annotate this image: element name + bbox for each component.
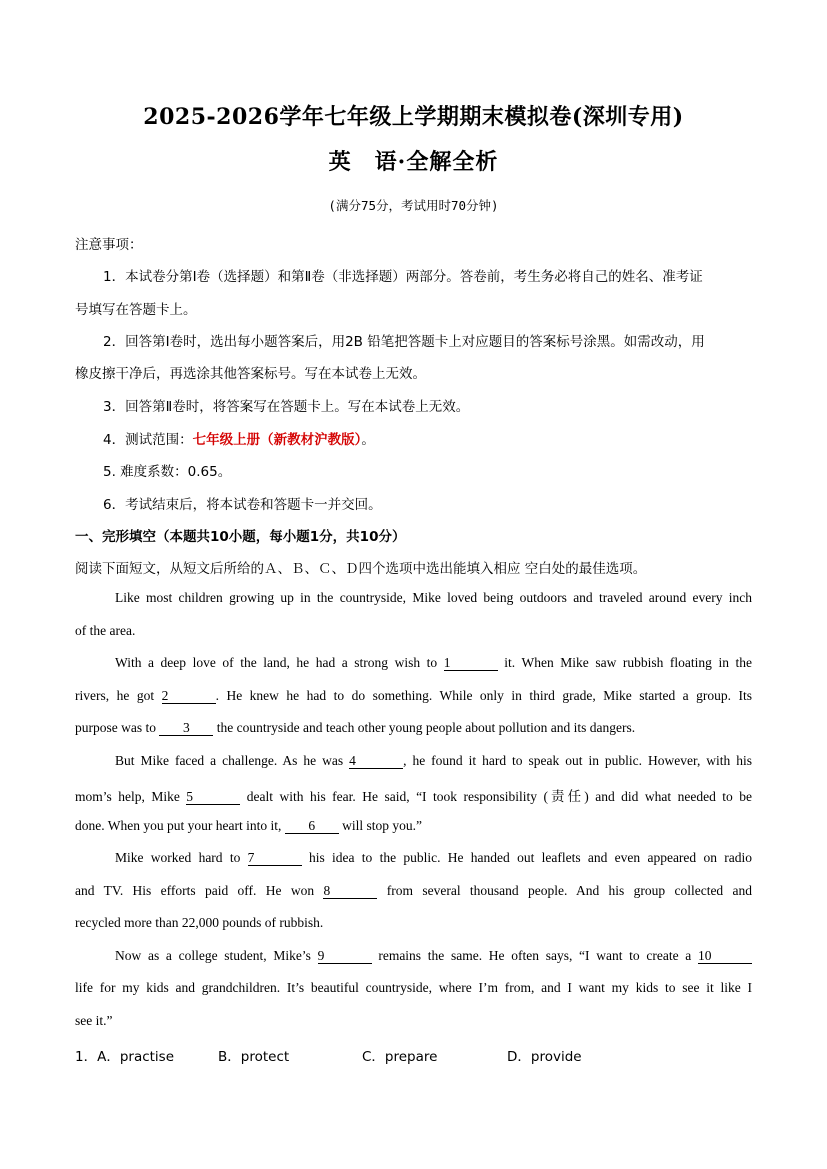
blank-2[interactable]: 2 [162,689,216,704]
page-subtitle: 英 语·全解全析 [328,149,499,175]
notice-item-4-prefix: 4．测试范围： [103,432,193,448]
option-b[interactable]: B．protect [218,1049,290,1065]
blank-5[interactable]: 5 [186,790,240,805]
notice-item-5: 5. 难度系数：0.65。 [103,464,232,480]
passage-p4-line-3: recycled more than 22,000 pounds of rubbish. [75,915,324,930]
passage-p4-line-1: Mike worked hard to 7 his idea to the public. He handed out leaflets and even appeared on radio [115,850,752,865]
option-d[interactable]: D．provide [507,1049,582,1065]
passage-p5-line-1: Now as a college student, Mike’s 9 remains the same. He often says, “I want to create a 10 [115,948,752,964]
passage-p3-line-3: done. When you put your heart into it, 6 will stop you.” [75,818,422,833]
passage-p1-line-1: Like most children growing up in the countryside, Mike loved being outdoors and traveled around every inch [115,590,752,605]
blank-7[interactable]: 7 [248,851,302,866]
passage-p3-line-1: But Mike faced a challenge. As he was 4 , he found it hard to speak out in public. However, with his [115,753,753,768]
blank-9[interactable]: 9 [318,949,372,964]
notice-item-1-line-2: 号填写在答题卡上。 [75,302,197,318]
notice-item-4 [103,428,375,448]
question-1-number-and-option-a [75,1045,174,1065]
blank-6[interactable]: 6 [285,819,339,834]
passage-p4-line-2: and TV. His efforts paid off. He won 8 from several thousand people. And his group collected and [75,883,753,898]
option-c[interactable]: C．prepare [362,1049,438,1065]
passage-p2-line-2: rivers, he got 2 . He knew he had to do something. While only in third grade, Mike started a group. Its [75,688,753,703]
section-1-heading: 一、完形填空（本题共10小题，每小题1分，共10分） [75,529,406,545]
blank-3[interactable]: 3 [159,721,213,736]
notice-item-2-line-2: 橡皮擦干净后，再选涂其他答案标号。写在本试卷上无效。 [75,366,426,382]
passage-p1-line-2: of the area. [75,623,136,638]
blank-1[interactable]: 1 [444,656,498,671]
passage-p3-line-2: mom’s help, Mike 5 dealt with his fear. He said, “I took responsibility (责任) and did what needed to be [75,789,753,804]
question-number: 1． [75,1049,98,1065]
blank-10[interactable]: 10 [698,949,752,964]
notice-item-2-line-1: 2．回答第Ⅰ卷时，选出每小题答案后，用2B 铅笔把答题卡上对应题目的答案标号涂黑。如需改动，用 [103,334,705,350]
score-note: (满分75分，考试用时70分钟) [328,198,499,213]
notice-item-3: 3．回答第Ⅱ卷时，将答案写在答题卡上。写在本试卷上无效。 [103,399,470,415]
page-title: 2025-2026学年七年级上学期期末模拟卷(深圳专用) [143,104,684,130]
passage-p5-line-2: life for my kids and grandchildren. It’s beautiful countryside, where I’m from, and I want my kids to see it like I [75,980,752,995]
passage-p2-line-3: purpose was to 3 the countryside and teach other young people about pollution and its dangers. [75,720,636,735]
passage-p2-line-1: With a deep love of the land, he had a strong wish to 1 it. When Mike saw rubbish floating in the [115,655,753,670]
test-scope-highlight: 七年级上册（新教材沪教版） [192,432,362,448]
notice-heading: 注意事项： [75,237,143,253]
passage-p5-line-3: see it.” [75,1013,113,1028]
notice-item-6: 6．考试结束后，将本试卷和答题卡一并交回。 [103,497,382,513]
section-1-instruction: 阅读下面短文，从短文后所给的Ａ、Ｂ、Ｃ、Ｄ四个选项中选出能填入相应 空白处的最佳选项。 [75,561,647,577]
notice-item-4-suffix: 。 [361,432,375,448]
option-a[interactable]: A．practise [97,1049,175,1065]
blank-4[interactable]: 4 [349,754,403,769]
blank-8[interactable]: 8 [323,884,377,899]
notice-item-1-line-1: 1．本试卷分第Ⅰ卷（选择题）和第Ⅱ卷（非选择题）两部分。答卷前，考生务必将自己的姓名、准考证 [103,269,703,285]
